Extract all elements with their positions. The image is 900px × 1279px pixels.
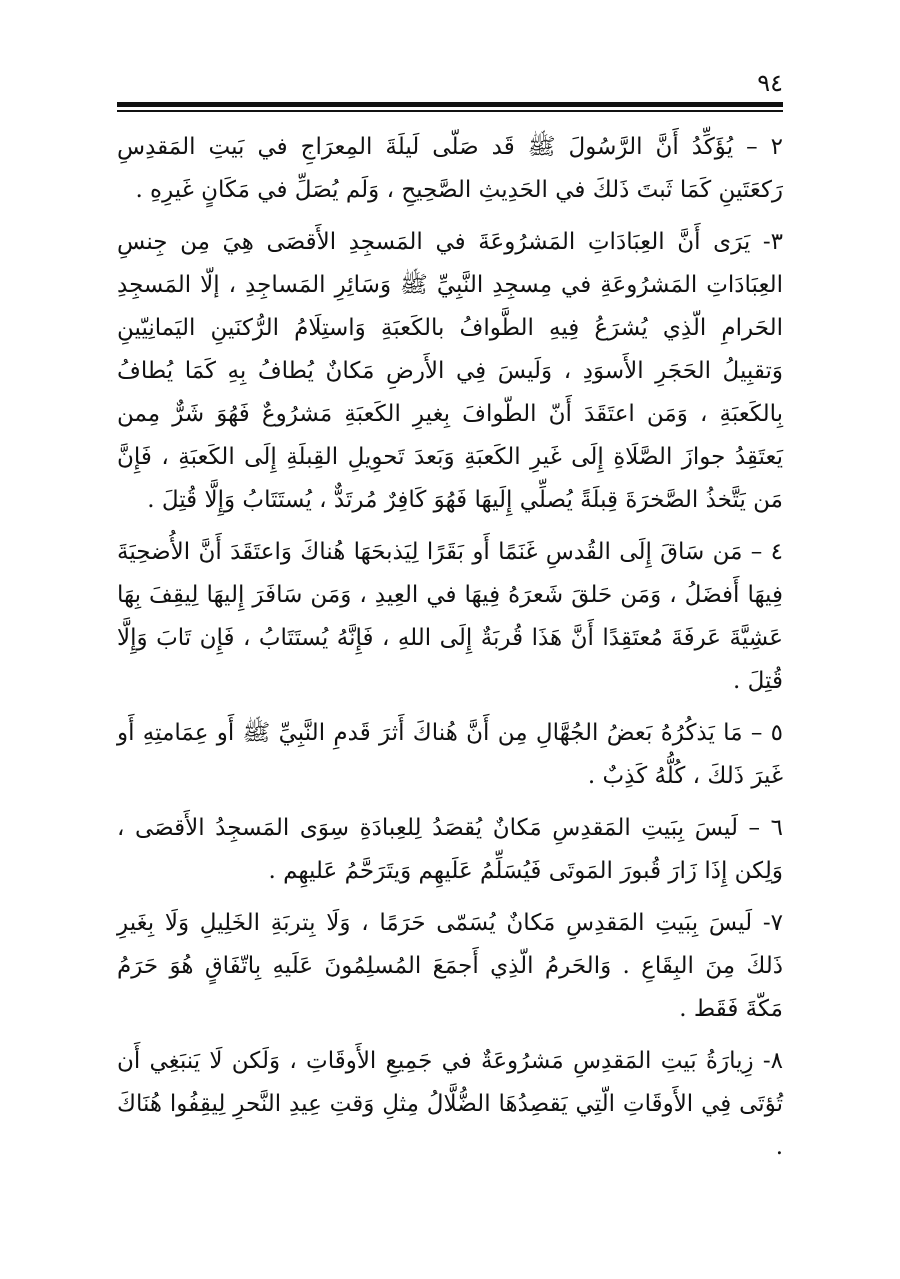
header-rule-thin	[117, 110, 783, 112]
paragraph-6: ٦ – لَيسَ بِبَيتِ المَقدِسِ مَكانٌ يُقصَدُ لِلعِبادَةِ سِوَى المَسجِدُ الأَقصَى ، وَلِكن إِذَا زَارَ قُبورَ المَوتَى فَيُسَلِّمُ عَلَيهِم وَيتَرَحَّمُ عَليهِم .	[117, 815, 783, 884]
paragraph-7: ٧- لَيسَ بِبَيتِ المَقدِسِ مَكانٌ يُسَمّى حَرَمًا ، وَلَا بِتربَةِ الخَلِيلِ وَلَا بِغَيرِ ذَلكَ مِنَ البِقَاعِ . وَالحَرمُ الّذِي أَجمَعَ المُسلِمُونَ عَلَيهِ بِاتّفَاقٍ هُوَ حَرَمُ مَكّةَ فَقَط .	[117, 910, 783, 1022]
body-text	[117, 126, 783, 1169]
header-rule	[117, 102, 783, 112]
paragraph-8: ٨- زِيارَةُ بَيتِ المَقدِسِ مَشرُوعَةٌ في جَمِيعِ الأَوقَاتِ ، وَلَكن لَا يَنبَغِي أَن تُؤتَى فِي الأَوقَاتِ الّتِي يَقصِدُهَا الضُّلَّالُ مِثلِ وَقتِ عِيدِ النَّحرِ لِيقِفُوا هُنَاكَ .	[117, 1048, 783, 1160]
book-page	[117, 68, 783, 1178]
page-number: ٩٤	[757, 69, 783, 97]
paragraph-3: ٣- يَرَى أَنَّ العِبَادَاتِ المَشرُوعَةَ في المَسجِدِ الأَقصَى هِيَ مِن جِنسِ العِبَادَاتِ المَشرُوعَةِ في مِسجِدِ النَّبِيِّ ﷺ وَسَائِرِ المَساجِدِ ، إلّا المَسجِدِ الحَرامِ الّذِي يُشرَعُ فِيهِ الطَّوافُ بالكَعبَةِ وَاستِلَامُ الرُّكنَينِ اليَمانِيّينِ وَتقبِيلُ الحَجَرِ الأَسوَدِ ، وَلَيسَ فِي الأَرضِ مَكانٌ يُطافُ بِهِ كَمَا يُطافُ بِالكَعبَةِ ، وَمَن اعتَقَدَ أَنّ الطّوافَ بِغيرِ الكَعبَةِ مَشرُوعٌ فَهُوَ شَرٌّ مِمن يَعتَقِدُ جوازَ الصَّلَاةِ إِلَى غَيرِ الكَعبَةِ وَبَعدَ تَحوِيلِ القِبلَةِ إِلَى الكَعبَةِ ، فَإِنَّ مَن يَتَّخذُ الصَّخرَةَ قِبلَةً يُصلِّي إِلَيهَا فَهُوَ كَافِرٌ مُرتَدٌّ ، يُستَتَابُ وَإِلَّا قُتِلَ .	[117, 229, 783, 513]
paragraph-4: ٤ – مَن سَاقَ إِلَى القُدسِ غَنَمًا أَو بَقَرًا لِيَذبحَهَا هُناكَ وَاعتَقَدَ أَنَّ الأُضحِيَةَ فِيهَا أَفضَلُ ، وَمَن حَلقَ شَعرَهُ فِيهَا في العِيدِ ، وَمَن سَافَرَ إِليهَا لِيقِفَ بِهَا عَشِيَّةَ عَرفَةَ مُعتَقِدًا أَنَّ هَذَا قُربَةٌ إِلَى اللهِ ، فَإِنَّهُ يُستَتَابُ ، فَإِن تَابَ وَإِلَّا قُتِلَ .	[117, 539, 783, 694]
paragraph-2: ٢ – يُؤَكِّدُ أَنَّ الرَّسُولَ ﷺ قَد صَلّى لَيلَةَ المِعرَاجِ في بَيتِ المَقدِسِ رَكعَتَينِ كَمَا ثَبتَ ذَلكَ في الحَدِيثِ الصَّحِيحِ ، وَلَم يُصَلِّ في مَكَانٍ غَيرِهِ .	[117, 134, 783, 203]
header-rule-thick	[117, 102, 783, 107]
paragraph-5: ٥ – مَا يَذكُرُهُ بَعضُ الجُهَّالِ مِن أَنَّ هُناكَ أَثرَ قَدمِ النَّبِيِّ ﷺ أَو عِمَامتِهِ أَو غَيرَ ذَلكَ ، كُلُّهُ كَذِبٌ .	[117, 720, 783, 789]
